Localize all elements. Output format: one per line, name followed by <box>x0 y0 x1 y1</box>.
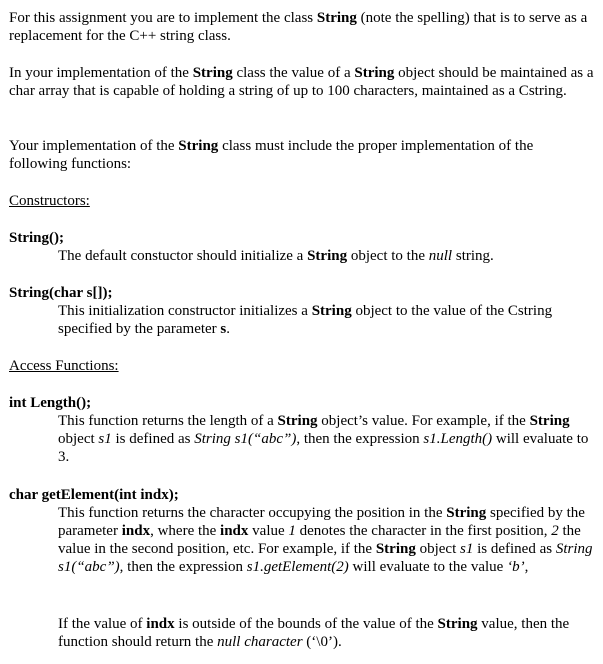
init-constructor-signature: String(char s[]); <box>9 285 113 301</box>
length-signature: int Length(); <box>9 395 92 411</box>
length-description: This function returns the length of a String object’s value. For example, if the String object s1 is defined as String s1(“abc”), then the expression s1.Length() will evaluate to 3. <box>58 413 589 465</box>
get-element-description: This function returns the character occupying the position in the String specified by the parameter indx, where the indx value 1 denotes the character in the first position, 2 the value in the second position, etc. For example, if the String object s1 is defined as String s1(“abc”), then the expression s1.getElement(2) will evaluate to the value ‘b’, <box>58 505 593 575</box>
get-element-bounds-note: If the value of indx is outside of the bounds of the value of the String value, then the function should return the null character (‘\0’). <box>58 616 570 650</box>
access-functions-heading: Access Functions: <box>9 358 119 374</box>
constructors-heading: Constructors: <box>9 193 90 209</box>
init-constructor-description: This initialization constructor initializes a String object to the value of the Cstring specified by the parameter s. <box>58 303 553 337</box>
intro-paragraph-3: Your implementation of the String class must include the proper implementation of the following functions: <box>9 138 534 172</box>
intro-paragraph-2: In your implementation of the String class the value of a String object should be maintained as a char array that is capable of holding a string of up to 100 characters, maintained as a Cstring. <box>9 65 594 99</box>
intro-paragraph-1: For this assignment you are to implement the class String (note the spelling) that is to serve as a replacement for the C++ string class. <box>9 10 588 44</box>
default-constructor-description: The default constuctor should initialize a String object to the null string. <box>58 248 494 264</box>
default-constructor-signature: String(); <box>9 230 64 246</box>
get-element-signature: char getElement(int indx); <box>9 487 179 503</box>
